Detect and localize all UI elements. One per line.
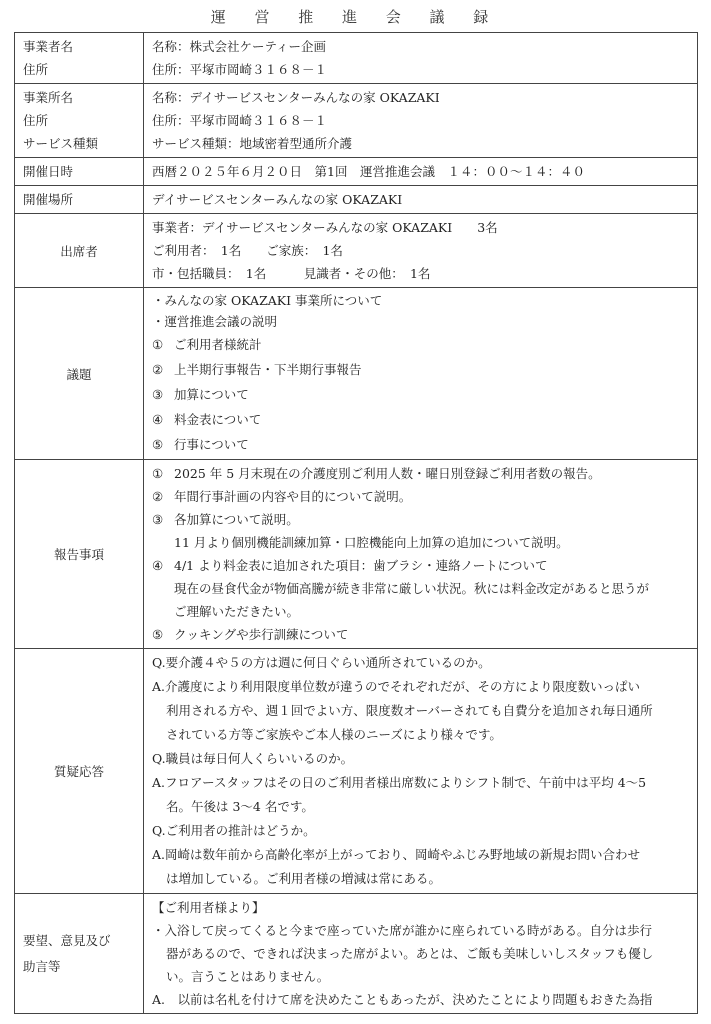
attendees-label-cell	[15, 214, 144, 288]
attendees-operator: 事業者：デイサービスセンターみんなの家 OKAZAKI 3名	[152, 220, 498, 235]
qa-line: Q.ご利用者の推計はどうか。	[152, 823, 316, 838]
qa-label: 質疑応答	[53, 764, 104, 779]
facility-value-cell	[144, 84, 698, 158]
facility-address-label: 住所	[23, 113, 49, 128]
agenda-item	[152, 432, 689, 457]
qa-line: A.岡崎は数年前から高齢化率が上がっており、岡崎やふじみ野地域の新規お問い合わせ	[152, 847, 641, 862]
qa-line: は増加している。ご利用者様の増減は常にある。	[166, 871, 442, 886]
qa-line: Q.要介護４や５の方は週に何日ぐらい通所されているのか。	[152, 655, 491, 670]
page-title: 運 営 推 進 会 議 録	[210, 8, 501, 26]
agenda-item	[152, 357, 689, 382]
requests-line: ・入浴して戻ってくると今まで座っていた席が誰かに座られている時がある。自分は歩行	[152, 923, 653, 938]
agenda-item-text: 料金表について	[174, 412, 262, 427]
agenda-item	[152, 332, 689, 357]
facility-row	[15, 84, 698, 158]
attendees-value-cell	[144, 214, 698, 288]
agenda-bullet: ・みんなの家 OKAZAKI 事業所について	[152, 293, 383, 308]
operator-label-cell	[15, 33, 144, 84]
report-label: 報告事項	[53, 547, 104, 562]
agenda-item-text: 上半期行事報告・下半期行事報告	[174, 362, 362, 377]
service-type-value: サービス種類：地域密着型通所介護	[152, 136, 353, 151]
report-label-cell	[15, 460, 144, 649]
requests-label-line: 助言等	[23, 958, 61, 974]
operator-row	[15, 33, 698, 84]
requests-row	[15, 894, 698, 1014]
report-row	[15, 460, 698, 649]
report-text: 現在の昼食代金が物価高騰が続き非常に厳しい状況。秋には料金改定があると思うが	[174, 581, 650, 596]
report-value-cell	[144, 460, 698, 649]
agenda-item-text: 行事について	[174, 437, 249, 452]
attendees-users-family: ご利用者： 1名 ご家族： 1名	[152, 243, 343, 258]
qa-row	[15, 649, 698, 894]
report-number: ⑤	[152, 627, 164, 642]
date-label-cell	[15, 158, 144, 186]
report-line	[152, 508, 689, 531]
service-type-label: サービス種類	[23, 136, 99, 151]
venue-label-cell	[15, 186, 144, 214]
agenda-item	[152, 407, 689, 432]
agenda-item-text: 加算について	[174, 387, 249, 402]
venue-row	[15, 186, 698, 214]
facility-name-label: 事業所名	[23, 90, 74, 105]
qa-line: 名。午後は 3～4 名です。	[166, 799, 314, 814]
agenda-value-cell	[144, 288, 698, 460]
report-line	[152, 485, 689, 508]
agenda-item-number: ②	[152, 362, 164, 377]
qa-line: Q.職員は毎日何人くらいいるのか。	[152, 751, 354, 766]
report-line	[152, 554, 689, 577]
report-number: ②	[152, 489, 164, 504]
requests-value-cell	[144, 894, 698, 1014]
report-line	[152, 600, 689, 623]
venue-value: デイサービスセンターみんなの家 OKAZAKI	[152, 192, 403, 207]
facility-address-value: 住所：平塚市岡崎３１６８－１	[152, 113, 328, 128]
agenda-item-number: ④	[152, 412, 164, 427]
attendees-label: 出席者	[60, 243, 98, 259]
report-text: 2025 年 5 月末現在の介護度別ご利用人数・曜日別登録ご利用者数の報告。	[174, 466, 601, 481]
agenda-item-text: ご利用者様統計	[174, 337, 262, 352]
qa-label-cell	[15, 649, 144, 894]
agenda-item-number: ⑤	[152, 437, 164, 452]
requests-line: 【ご利用者様より】	[152, 900, 265, 915]
requests-line: 器があるので、できれば決まった席がよい。あとは、ご飯も美味しいしスタッフも優し	[166, 946, 654, 961]
operator-name-label: 事業者名	[23, 39, 74, 54]
report-number: ①	[152, 466, 164, 481]
agenda-label-cell	[15, 288, 144, 460]
operator-name-value: 名称：株式会社ケーティー企画	[152, 39, 327, 54]
qa-line: 利用される方や、週１回でよい方、限度数オーバーされても自費分を追加され毎日通所	[166, 703, 653, 718]
minutes-table	[14, 32, 698, 1014]
report-line	[152, 531, 689, 554]
report-text: ご理解いただきたい。	[174, 604, 300, 619]
report-line	[152, 462, 689, 485]
attendees-row	[15, 214, 698, 288]
facility-name-value: 名称：デイサービスセンターみんなの家 OKAZAKI	[152, 90, 440, 105]
agenda-item-number: ①	[152, 337, 164, 352]
qa-line: されている方等ご家族やご本人様のニーズにより様々です。	[166, 727, 502, 742]
operator-value-cell	[144, 33, 698, 84]
agenda-item-number: ③	[152, 387, 164, 402]
operator-address-label: 住所	[23, 62, 49, 77]
attendees-city-experts: 市・包括職員： 1名 見識者・その他： 1名	[152, 266, 431, 281]
requests-line: A. 以前は名札を付けて席を決めたこともあったが、決めたことにより問題もおきた為指	[152, 992, 653, 1007]
date-value: 西暦２０２５年６月２０日 第1回 運営推進会議 １４：００～１４：４０	[152, 164, 585, 179]
report-number: ③	[152, 512, 164, 527]
operator-address-value: 住所：平塚市岡崎３１６８－１	[152, 62, 328, 77]
requests-label-line: 要望、意見及び	[23, 932, 111, 948]
agenda-item	[152, 382, 689, 407]
qa-line: A.フロアースタッフはその日のご利用者様出席数によりシフト制で、午前中は平均 4～5	[152, 775, 647, 790]
agenda-bullet: ・運営推進会議の説明	[152, 314, 278, 329]
report-text: クッキングや歩行訓練について	[174, 627, 349, 642]
report-text: 4/1 より料金表に追加された項目：歯ブラシ・連絡ノートについて	[174, 558, 548, 573]
agenda-row	[15, 288, 698, 460]
report-line	[152, 623, 689, 646]
requests-line: い。言うことはありません。	[166, 969, 330, 984]
date-row	[15, 158, 698, 186]
requests-label-cell	[15, 894, 144, 1014]
report-text: 11 月より個別機能訓練加算・口腔機能向上加算の追加について説明。	[174, 535, 569, 550]
report-text: 各加算について説明。	[174, 512, 299, 527]
agenda-label: 議題	[66, 366, 92, 382]
qa-value-cell	[144, 649, 698, 894]
date-label: 開催日時	[23, 164, 74, 179]
date-value-cell	[144, 158, 698, 186]
qa-line: A.介護度により利用限度単位数が違うのでそれぞれだが、その方により限度数いっぱい	[152, 679, 641, 694]
venue-value-cell	[144, 186, 698, 214]
report-line	[152, 577, 689, 600]
report-number: ④	[152, 558, 164, 573]
facility-label-cell	[15, 84, 144, 158]
venue-label: 開催場所	[23, 192, 74, 207]
report-text: 年間行事計画の内容や目的について説明。	[174, 489, 412, 504]
